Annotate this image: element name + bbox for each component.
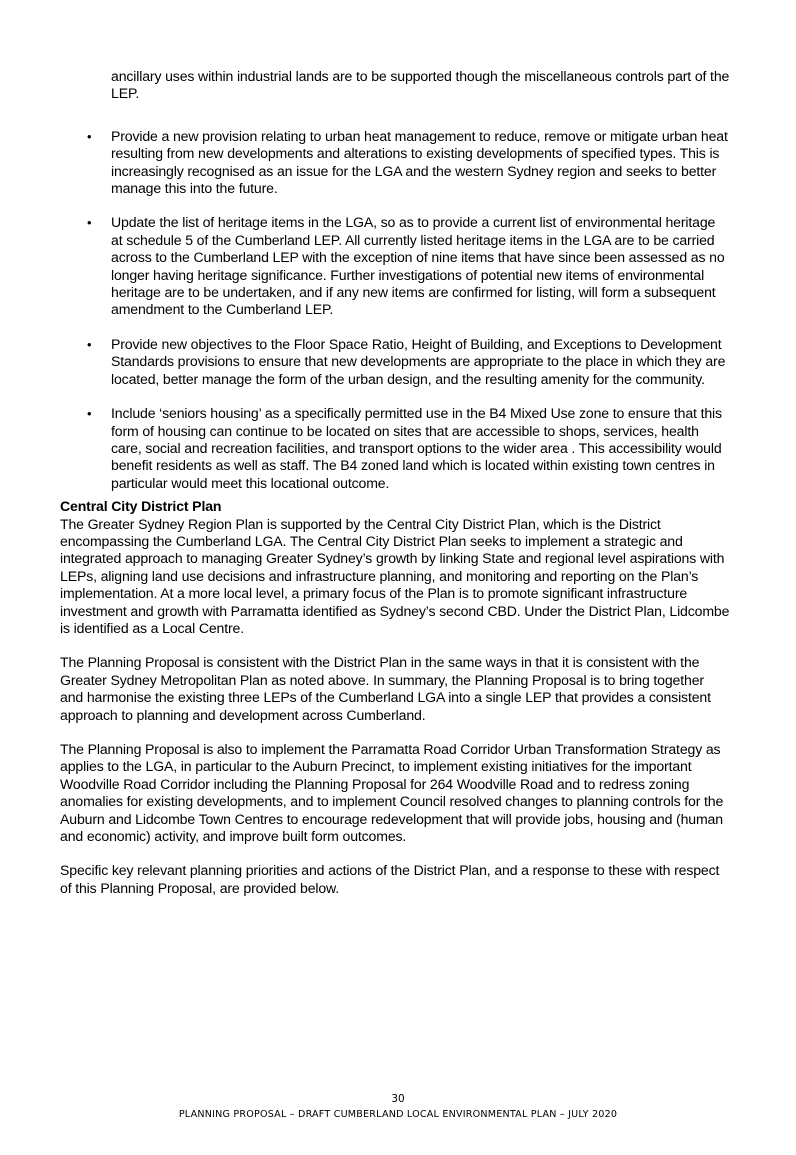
- body-paragraph: The Planning Proposal is consistent with the District Plan in the same ways in that it is consistent with the Greater Sydney Metropolitan Plan as noted above. In summary, the Planning Proposal is to bring together and harmonise the existing three LEPs of the Cumberland LGA into a single LEP that provides a consistent approach to planning and development across Cumberland.: [60, 654, 711, 723]
- bullet-icon: •: [87, 406, 92, 422]
- bullet-text: Provide a new provision relating to urban heat management to reduce, remove or mitigate urban heat resulting from new developments and alterations to existing developments of specified types. This is increasingly recognised as an issue for the LGA and the western Sydney region and seeks to better manage this into the future.: [111, 127, 728, 197]
- bullet-item: [60, 214, 730, 318]
- bullet-item: [60, 128, 730, 198]
- page-footer: PLANNING PROPOSAL – DRAFT CUMBERLAND LOCAL ENVIRONMENTAL PLAN – JULY 2020: [178, 1109, 618, 1120]
- page-content: [60, 68, 730, 914]
- continued-bullet-text: ancillary uses within industrial lands are to be supported though the miscellaneous controls part of the LEP.: [111, 68, 730, 102]
- bullet-item: [60, 405, 730, 492]
- bullet-text: Update the list of heritage items in the LGA, so as to provide a current list of environmental heritage at schedule 5 of the Cumberland LEP. All currently listed heritage items in the LGA are to be carried across to the Cumberland LEP with the exception of nine items that have since been assessed as no longer having heritage significance. Further investigations of potential new items of environmental heritage are to be undertaken, and if any new items are confirmed for listing, will form a subsequent amendment to the Cumberland LEP.: [111, 214, 725, 318]
- body-paragraph: The Greater Sydney Region Plan is supported by the Central City District Plan, which is the District encompassing the Cumberland LGA. The Central City District Plan seeks to implement a strategic and integrated approach to managing Greater Sydney’s growth by linking State and regional level aspirations with LEPs, aligning land use decisions and infrastructure planning, and monitoring and reporting on the Plan’s implementation. At a more local level, a primary focus of the Plan is to promote significant infrastructure investment and growth with Parramatta identified as Sydney’s second CBD. Under the District Plan, Lidcombe is identified as a Local Centre.: [60, 515, 730, 636]
- bullet-icon: •: [87, 215, 92, 231]
- bullet-icon: •: [87, 336, 92, 352]
- bullet-text: Provide new objectives to the Floor Space Ratio, Height of Building, and Exceptions to Development Standards provisions to ensure that new developments are appropriate to the place in which they are located, better manage the form of the urban design, and the resulting amenity for the community.: [111, 335, 726, 387]
- body-paragraph: Specific key relevant planning priorities and actions of the District Plan, and a response to these with respect of this Planning Proposal, are provided below.: [60, 862, 720, 896]
- bullet-list: [60, 128, 730, 492]
- bullet-text: Include ‘seniors housing’ as a specifically permitted use in the B4 Mixed Use zone to ensure that this form of housing can continue to be located on sites that are accessible to shops, services, health care, social and recreation facilities, and transport options to the wider area . This accessibility would benefit residents as well as staff. The B4 zoned land which is located within existing town centres in particular would meet this locational outcome.: [111, 405, 722, 491]
- bullet-item: [60, 336, 730, 388]
- body-paragraph: The Planning Proposal is also to implement the Parramatta Road Corridor Urban Transformation Strategy as applies to the LGA, in particular to the Auburn Precinct, to implement existing initiatives for the important Woodville Road Corridor including the Planning Proposal for 264 Woodville Road and to redress zoning anomalies for existing developments, and to implement Council resolved changes to planning controls for the Auburn and Lidcombe Town Centres to encourage redevelopment that will provide jobs, housing and (human and economic) activity, and improve built form outcomes.: [60, 741, 724, 845]
- page-number: 30: [391, 1093, 405, 1105]
- section-heading: Central City District Plan: [60, 498, 222, 515]
- bullet-icon: •: [87, 128, 92, 144]
